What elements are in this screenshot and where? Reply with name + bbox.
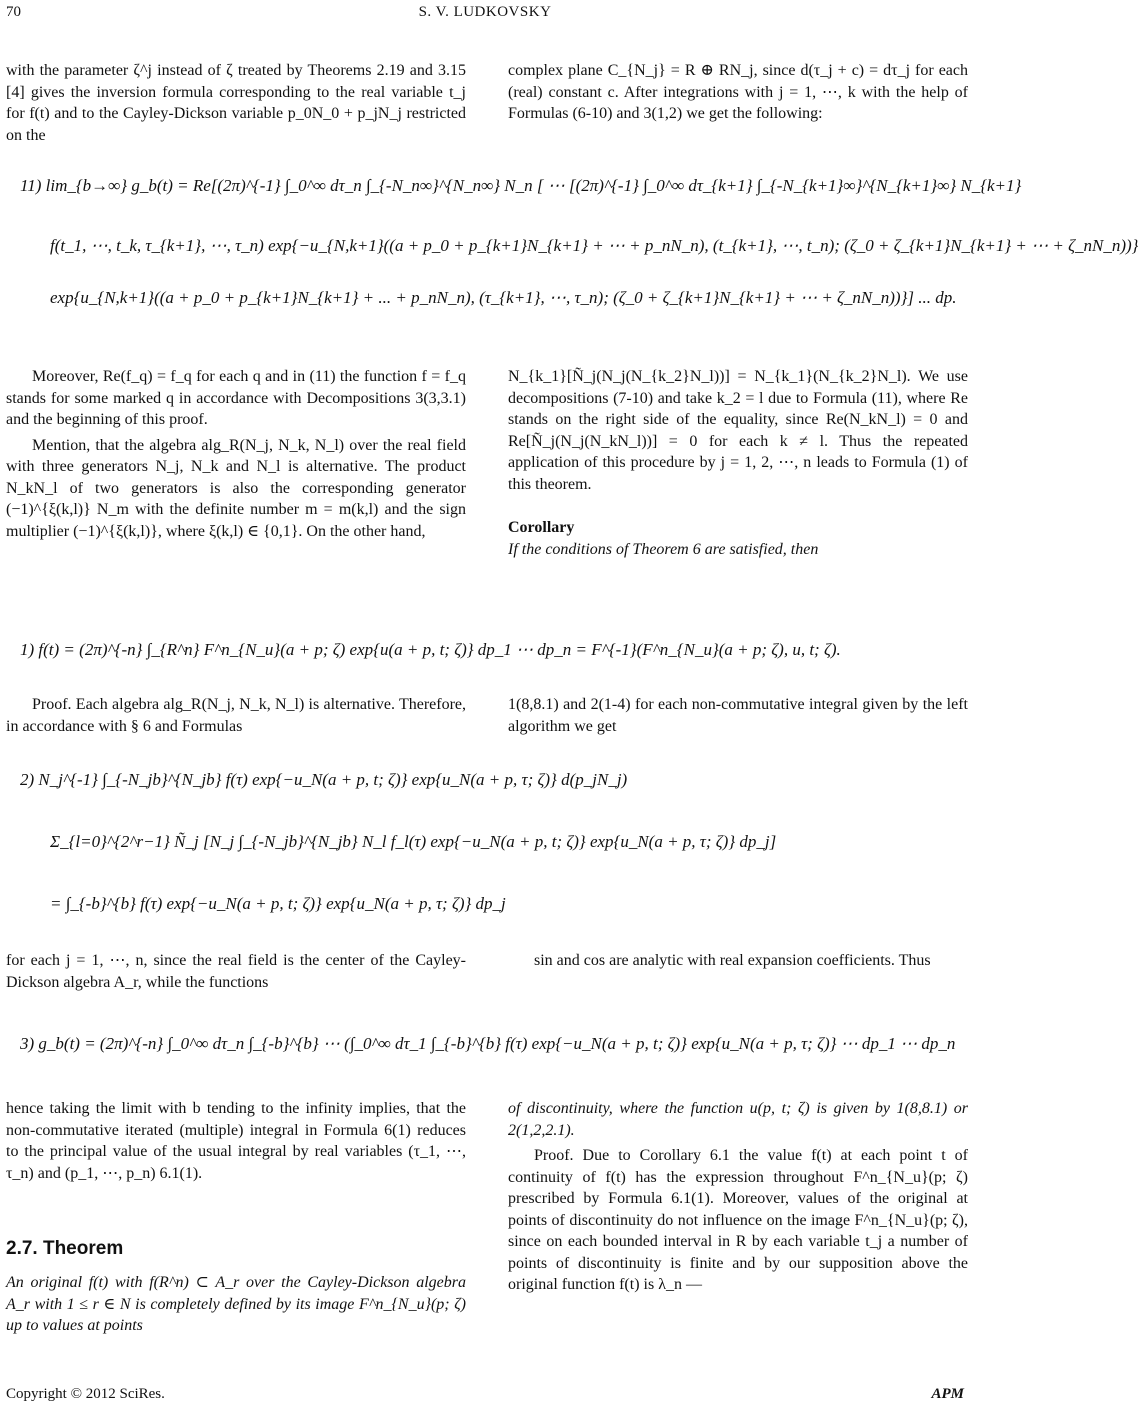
equation-2-line-3: = ∫_{-b}^{b} f(τ) exp{−u_N(a + p, t; ζ)} exp{u_N(a + p, τ; ζ)} dp_j (50, 894, 506, 913)
journal-abbreviation: APM (931, 1386, 964, 1402)
theorem-proof: Proof. Due to Corollary 6.1 the value f(t) at each point t of continuity of f(t) has the expression throughout F^n_{N_u}(p; ζ) prescribed by Formula 6.1(1). Moreover, values of the original at points of discontinuity do not influence on the image F^n_{N_u}(p; ζ), since on each bounded interval in R by each variable t_j a number of points of discontinuity is finite and by our supposition above the original function f(t) is λ_n — (508, 1147, 968, 1293)
right-proof-paragraph: 1(8,8.1) and 2(1-4) for each non-commutative integral given by the left algorithm we get (508, 696, 968, 735)
left-limit-paragraph: hence taking the limit with b tending to the infinity implies, that the non-commutative iterated (multiple) integral in Formula 6(1) reduces to the principal value of the usual integral by real variables (τ_1, ⋯, τ_n) and (p_1, ⋯, p_n) 6.1(1). (6, 1100, 466, 1182)
equation-2-line-1: 2) N_j^{-1} ∫_{-N_jb}^{N_jb} f(τ) exp{−u_N(a + p, t; ζ)} exp{u_N(a + p, τ; ζ)} d(p_jN_j) (20, 770, 628, 789)
page-number: 70 (6, 4, 21, 20)
equation-11-line-1: 11) lim_{b→∞} g_b(t) = Re[(2π)^{-1} ∫_0^∞ dτ_n ∫_{-N_n∞}^{N_n∞} N_n [ ⋯ [(2π)^{-1} ∫_0^∞ dτ_{k+1} ∫_{-N_{k+1}∞}^{N_{k+1}∞} N_{k+1} (20, 176, 1022, 195)
corollary-title: Corollary (508, 519, 575, 536)
right-bottom-block (508, 1098, 968, 1296)
corollary-text: If the conditions of Theorem 6 are satisfied, then (508, 540, 819, 558)
equation-1: 1) f(t) = (2π)^{-n} ∫_{R^n} F^n_{N_u}(a + p; ζ) exp{u(a + p, t; ζ)} dp_1 ⋯ dp_n = F^{-1}(F^n_{N_u}(a + p; ζ), u, t; ζ). (20, 640, 841, 659)
left-moreover-paragraph: Moreover, Re(f_q) = f_q for each q and in (11) the function f = f_q stands for some marked q in accordance with Decompositions 3(3,3.1) and the beginning of this proof. Mention, that the algebra alg_R(N_j, N_k, N_l) over the real field with three generators N_j, N_k and N_l is alternative. The product N_kN_l of two generators is also the corresponding generator (−1)^{ξ(k,l)} N_m with the definite number m = m(k,l) and the sign multiplier (−1)^{ξ(k,l)}, where ξ(k,l) ∈ {0,1}. On the other hand, (6, 368, 466, 540)
equation-11 (20, 176, 1138, 336)
right-sincos-paragraph: sin and cos are analytic with real expansion coefficients. Thus (534, 952, 931, 969)
theorem-continuation: of discontinuity, where the function u(p, t; ζ) is given by 1(8,8.1) or 2(1,2,2.1). (508, 1100, 968, 1139)
left-proof-paragraph: Proof. Each algebra alg_R(N_j, N_k, N_l) is alternative. Therefore, in accordance with § 6 and Formulas (6, 696, 466, 735)
section-heading: 2.7. Theorem (6, 1238, 124, 1259)
equation-3: 3) g_b(t) = (2π)^{-n} ∫_0^∞ dτ_n ∫_{-b}^{b} ⋯ (∫_0^∞ dτ_1 ∫_{-b}^{b} f(τ) exp{−u_N(a + p, t; ζ)} exp{u_N(a + p, τ; ζ)} ⋯ dp_1 ⋯ dp_n (20, 1034, 956, 1053)
left-foreach-paragraph: for each j = 1, ⋯, n, since the real field is the center of the Cayley-Dickson algebra A_r, while the functions (6, 952, 466, 991)
equation-2-line-2: Σ_{l=0}^{2^r−1} Ñ_j [N_j ∫_{-N_jb}^{N_jb} N_l f_l(τ) exp{−u_N(a + p, t; ζ)} exp{u_N(a + p, τ; ζ)} dp_j] (50, 832, 777, 851)
page-footer (6, 1386, 964, 1408)
copyright-text: Copyright © 2012 SciRes. (6, 1386, 165, 1402)
equation-2 (20, 770, 960, 930)
right-decomposition-paragraph: N_{k_1}[Ñ_j(N_j(N_{k_2}N_l))] = N_{k_1}(N_{k_2}N_l). We use decompositions (7-10) and take k_2 = l due to Formula (11), where Re stands on the right side of the equality, since Re(N_kN_l) = 0 and Re[Ñ_j(N_j(N_kN_l))] = 0 for each k ≠ l. Thus the repeated application of this procedure by j = 1, 2, ⋯, n leads to Formula (1) of this theorem. Corollary If the conditions of Theorem 6 are satisfied, then (508, 366, 968, 560)
right-intro-paragraph: complex plane C_{N_j} = R ⊕ RN_j, since d(τ_j + c) = dτ_j for each (real) constant c. After integrations with j = 1, ⋯, k with the help of Formulas (6-10) and 3(1,2) we get the following: (508, 62, 968, 122)
equation-11-line-2: f(t_1, ⋯, t_k, τ_{k+1}, ⋯, τ_n) exp{−u_{N,k+1}((a + p_0 + p_{k+1}N_{k+1} + ⋯ + p_nN_n), (t_{k+1}, ⋯, t_n); (ζ_0 + ζ_{k+1}N_{k+1} + ⋯ + ζ_nN_n))} (50, 236, 1138, 255)
theorem-statement: An original f(t) with f(R^n) ⊂ A_r over the Cayley-Dickson algebra A_r with 1 ≤ r ∈ N is completely defined by its image F^n_{N_u}(p; ζ) up to values at points (6, 1274, 466, 1334)
left-intro-paragraph: with the parameter ζ^j instead of ζ treated by Theorems 2.19 and 3.15 [4] gives the inversion formula corresponding to the real variable t_j for f(t) and to the Cayley-Dickson variable p_0N_0 + p_jN_j restricted on the (6, 62, 466, 144)
equation-11-line-3: exp{u_{N,k+1}((a + p_0 + p_{k+1}N_{k+1} + ... + p_nN_n), (τ_{k+1}, ⋯, τ_n); (ζ_0 + ζ_{k+1}N_{k+1} + ⋯ + ζ_nN_n))}] ... dp. (50, 288, 957, 307)
page-header (6, 4, 964, 24)
running-title: S. V. LUDKOVSKY (418, 4, 552, 20)
